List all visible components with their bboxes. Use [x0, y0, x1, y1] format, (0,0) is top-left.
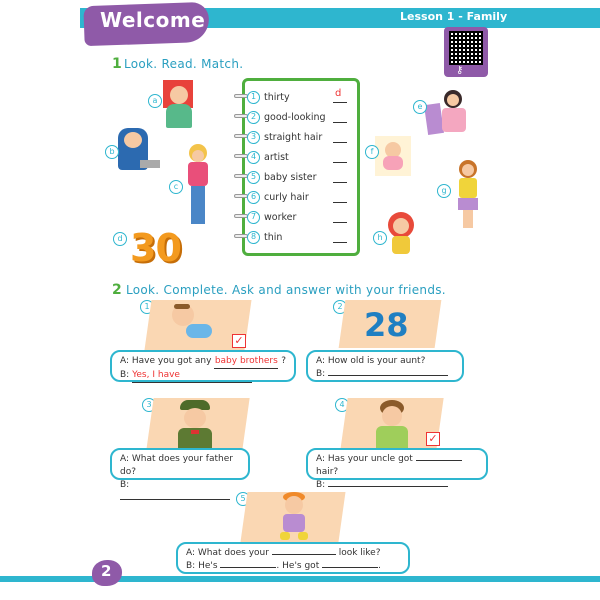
word-number: 3: [247, 131, 260, 144]
page-title: Welcome: [100, 8, 206, 32]
answer-blank[interactable]: [328, 486, 448, 487]
word-number: 6: [247, 191, 260, 204]
answer-filled[interactable]: baby brothers: [214, 355, 278, 369]
question-text: A: Have you got any: [120, 356, 212, 366]
answer-blank[interactable]: [322, 567, 378, 568]
answer-prefix: B:: [120, 480, 130, 490]
question-box-2: [306, 350, 464, 382]
boy-image: [278, 492, 310, 544]
answer-middle: . He's got: [276, 561, 320, 571]
item-number: 3: [142, 398, 156, 412]
answer-prefix: B: He's: [186, 561, 218, 571]
spiral-ring: [234, 94, 248, 98]
spiral-ring: [234, 114, 248, 118]
answer-blank[interactable]: [333, 202, 347, 203]
picture-label-c: c: [169, 180, 183, 194]
answer-blank[interactable]: [272, 554, 336, 555]
word-item: [247, 228, 282, 246]
answer-blank[interactable]: [333, 122, 347, 123]
word-text: baby sister: [264, 171, 317, 183]
answer-blank[interactable]: [333, 242, 347, 243]
item-number: 1: [140, 300, 154, 314]
word-text: artist: [264, 151, 289, 163]
word-number: 4: [247, 151, 260, 164]
word-item: [247, 208, 296, 226]
section2-title: Look. Complete. Ask and answer with your friends.: [126, 283, 446, 297]
baby-sister-image: [375, 136, 411, 176]
straight-hair-girl-image: [455, 160, 481, 228]
spiral-ring: [234, 154, 248, 158]
word-item: [247, 108, 326, 126]
word-item: [247, 128, 322, 146]
word-text: thin: [264, 231, 283, 243]
footer-bar: [0, 576, 600, 582]
question-suffix: ?: [281, 356, 286, 366]
section1-number: 1: [112, 56, 122, 72]
soldier-father-image: [178, 400, 212, 448]
word-text: worker: [264, 211, 297, 223]
girl-body: [166, 104, 192, 128]
answer-blank[interactable]: [333, 222, 347, 223]
uncle-image: [376, 400, 408, 448]
spiral-ring: [234, 214, 248, 218]
spiral-ring: [234, 234, 248, 238]
word-number: 7: [247, 211, 260, 224]
item-number: 2: [333, 300, 347, 314]
picture-label-f: f: [365, 145, 379, 159]
spiral-ring: [234, 174, 248, 178]
question-box-4: [306, 448, 488, 490]
word-item: [247, 188, 309, 206]
answer-blank[interactable]: [220, 567, 276, 568]
lesson-label: Lesson 1 - Family: [400, 10, 508, 23]
answer-blank[interactable]: [333, 142, 347, 143]
number-thirty-image: 30: [130, 226, 181, 270]
word-item: [247, 168, 317, 186]
answer-suffix: .: [378, 561, 381, 571]
word-number: 2: [247, 111, 260, 124]
word-number: 5: [247, 171, 260, 184]
check-mark-box: ✓: [426, 432, 440, 446]
picture-label-b: b: [105, 145, 119, 159]
answer-blank[interactable]: [328, 375, 448, 376]
answer-blank[interactable]: [120, 499, 230, 500]
question-suffix: look like?: [338, 548, 381, 558]
picture-label-g: g: [437, 184, 451, 198]
answer-prefix: B:: [316, 369, 326, 379]
number-twenty-eight-image: 28: [364, 306, 409, 344]
page-number: 2: [101, 562, 112, 580]
spiral-ring: [234, 134, 248, 138]
question-box-3: [110, 448, 250, 490]
artist-image: [426, 90, 474, 134]
section2-number: 2: [112, 282, 122, 298]
answer-blank[interactable]: [416, 460, 462, 461]
qr-code-icon: [449, 31, 483, 65]
worker-face: [124, 132, 142, 148]
spiral-ring: [234, 194, 248, 198]
picture-label-d: d: [113, 232, 127, 246]
section1-title: Look. Read. Match.: [124, 57, 244, 71]
girl-face: [170, 86, 188, 104]
question-text: A: How old is your aunt?: [316, 356, 426, 366]
question-suffix: hair?: [316, 467, 339, 477]
answer-prefix: B:: [316, 480, 326, 490]
item-number: 5: [236, 492, 250, 506]
check-mark-box: ✓: [232, 334, 246, 348]
word-text: straight hair: [264, 131, 323, 143]
answer-blank[interactable]: [333, 102, 347, 103]
picture-label-e: e: [413, 100, 427, 114]
question-box-5: [176, 542, 410, 574]
word-item: [247, 88, 290, 106]
question-text: A: Has your uncle got: [316, 454, 413, 464]
answer-prefix: B:: [120, 370, 130, 380]
good-looking-woman-image: [185, 144, 211, 226]
thin-girl-image: [386, 212, 416, 254]
word-number: 8: [247, 231, 260, 244]
question-text: A: What does your: [186, 548, 269, 558]
question-box-1: [110, 350, 296, 382]
word-text: good-looking: [264, 111, 326, 123]
question-text: A: What does your father do?: [120, 454, 233, 477]
answer-blank[interactable]: [333, 162, 347, 163]
word-item: [247, 148, 289, 166]
baby-brother-image: [170, 304, 216, 346]
word-number: 1: [247, 91, 260, 104]
picture-label-h: h: [373, 231, 387, 245]
answer-filled[interactable]: Yes, I have: [132, 369, 252, 383]
worker-tool: [140, 160, 160, 168]
key-icon: ⚷: [456, 65, 464, 76]
word-text: thirty: [264, 91, 290, 103]
picture-label-a: a: [148, 94, 162, 108]
item-number: 4: [335, 398, 349, 412]
answer-blank[interactable]: [333, 182, 347, 183]
answer-filled[interactable]: d: [335, 88, 342, 99]
word-text: curly hair: [264, 191, 309, 203]
